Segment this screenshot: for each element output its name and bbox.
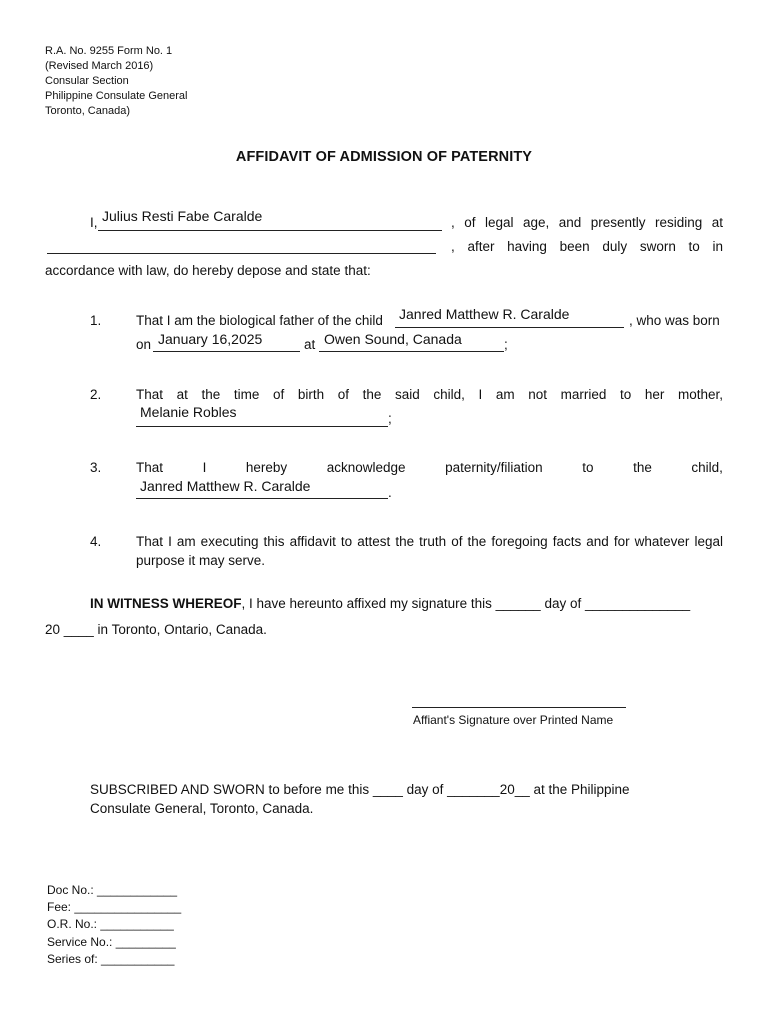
birth-place-value[interactable]: Owen Sound, Canada xyxy=(324,331,462,347)
header-line: (Revised March 2016) xyxy=(45,60,154,72)
office-use-block xyxy=(47,882,181,968)
subscribed-line1: SUBSCRIBED AND SWORN to before me this ____ day of _______20__ at the Philippine xyxy=(90,782,630,797)
child-name-line-2 xyxy=(136,498,388,499)
item3-word: the xyxy=(633,460,652,475)
witness-bold: IN WITNESS WHEREOF xyxy=(90,596,242,611)
witness-text: , I have hereunto affixed my signature this ______ day of ______________ xyxy=(241,596,691,611)
form-header xyxy=(45,44,187,119)
item1-on: on xyxy=(136,337,152,352)
affiant-name-line xyxy=(98,230,442,231)
affiant-name-value[interactable]: Julius Resti Fabe Caralde xyxy=(102,208,263,224)
intro-text-3: accordance with law, do hereby depose and state that: xyxy=(45,263,371,278)
item1-end: ; xyxy=(504,337,508,352)
item3-word: acknowledge xyxy=(326,460,406,475)
item3-word: child, xyxy=(691,460,723,475)
header-line: R.A. No. 9255 Form No. 1 xyxy=(45,45,173,57)
item3-word: to xyxy=(582,460,594,475)
address-line xyxy=(47,253,436,254)
mother-name-line xyxy=(136,426,388,427)
item-number: 4. xyxy=(90,534,102,549)
header-line: Consular Section xyxy=(45,75,129,87)
item1-at: at xyxy=(304,337,316,352)
mother-name-value[interactable]: Melanie Robles xyxy=(140,404,237,420)
witness-line2: 20 ____ in Toronto, Ontario, Canada. xyxy=(45,622,267,637)
series-of-field: Series of: ___________ xyxy=(47,951,175,966)
item3-word: hereby xyxy=(245,460,288,475)
birth-place-line xyxy=(319,351,504,352)
or-no-field: O.R. No.: ___________ xyxy=(47,917,174,932)
child-name-value[interactable]: Janred Matthew R. Caralde xyxy=(399,306,570,322)
item3-text xyxy=(136,460,723,475)
item1-text-b: , who was born xyxy=(629,313,720,328)
birth-date-line xyxy=(153,351,300,352)
item3-word: I xyxy=(202,460,207,475)
intro-text-2: , after having been duly sworn to in xyxy=(451,239,723,254)
item-number: 2. xyxy=(90,387,102,402)
item1-text-a: That I am the biological father of the child xyxy=(136,313,383,328)
signature-label: Affiant's Signature over Printed Name xyxy=(413,713,614,727)
signature-line xyxy=(412,707,626,708)
witness-line1 xyxy=(90,596,723,611)
subscribed-line2: Consulate General, Toronto, Canada. xyxy=(90,801,314,816)
item4-line1: That I am executing this affidavit to attest the truth of the foregoing facts and for whatever legal xyxy=(136,534,723,549)
birth-date-value[interactable]: January 16,2025 xyxy=(158,331,263,347)
doc-no-field: Doc No.: ____________ xyxy=(47,883,178,897)
item3-word: paternity/filiation xyxy=(445,460,543,475)
item3-word: That xyxy=(136,460,164,475)
child-name-line xyxy=(395,327,624,328)
item3-end: . xyxy=(388,485,392,500)
item-number: 1. xyxy=(90,313,102,328)
item2-end: ; xyxy=(388,411,392,426)
intro-text-1: , of legal age, and presently residing at xyxy=(451,215,723,230)
intro-prefix: I, xyxy=(90,215,98,230)
item-number: 3. xyxy=(90,460,102,475)
header-line: Toronto, Canada) xyxy=(45,105,130,117)
service-no-field: Service No.: _________ xyxy=(47,934,176,949)
document-title: AFFIDAVIT OF ADMISSION OF PATERNITY xyxy=(235,149,533,165)
fee-field: Fee: ________________ xyxy=(47,900,182,915)
child-name-value-2[interactable]: Janred Matthew R. Caralde xyxy=(140,478,311,494)
item2-text: That at the time of birth of the said child, I am not married to her mother, xyxy=(136,387,723,402)
header-line: Philippine Consulate General xyxy=(45,90,188,102)
item4-line2: purpose it may serve. xyxy=(136,553,266,568)
